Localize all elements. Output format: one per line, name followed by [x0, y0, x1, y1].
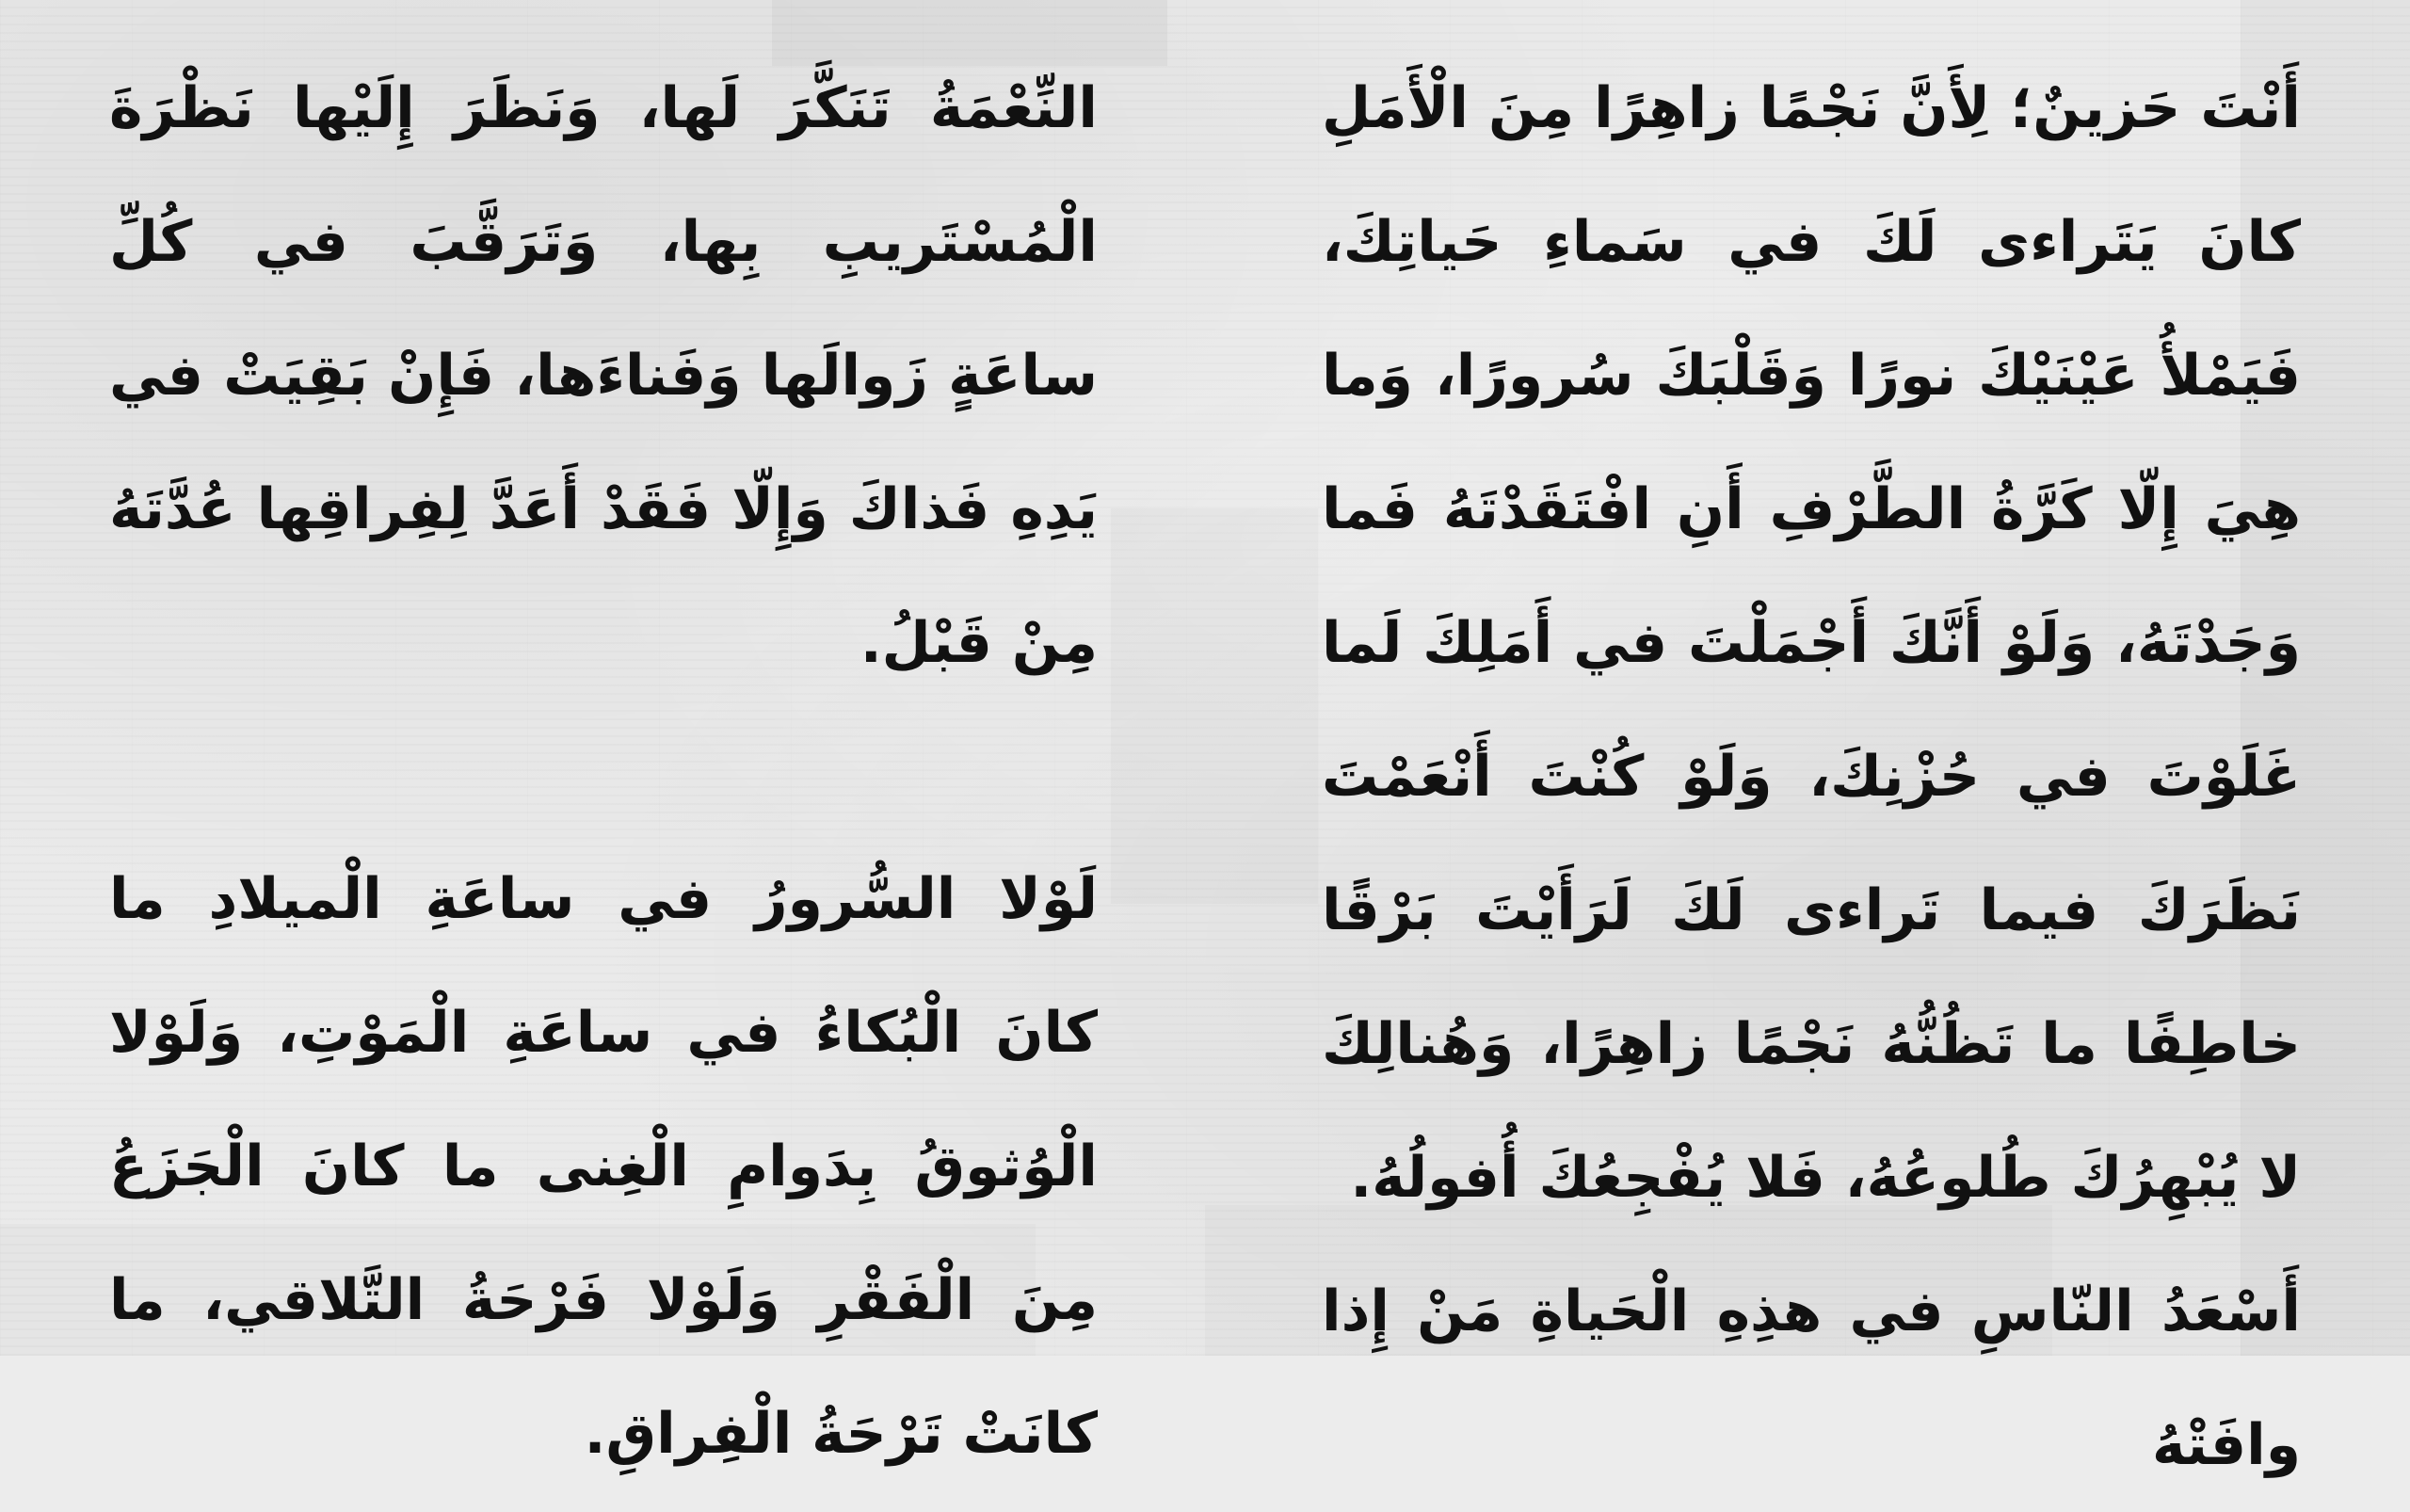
paragraph: أَسْعَدُ النّاسِ في هذِهِ الْحَياةِ مَنْ إِذا وافَتْهُ [1322, 1279, 2301, 1478]
left-text-column [109, 41, 1098, 1501]
paragraph: النِّعْمَةُ تَنَكَّرَ لَها، وَنَظَرَ إِلَيْها نَظْرَةَ الْمُسْتَريبِ بِها، وَتَرَقَّبَ في كُلِّ ساعَةٍ زَوالَها وَفَناءَها، فَإِنْ بَقِيَتْ في يَدِهِ فَذاكَ وَإِلّا فَقَدْ أَعَدَّ لِفِراقِها عُدَّتَهُ مِنْ قَبْلُ. [109, 75, 1098, 676]
background-print-block [1111, 508, 1318, 904]
paragraph: لَوْلا السُّرورُ في ساعَةِ الْميلادِ ما كانَ الْبُكاءُ في ساعَةِ الْمَوْتِ، وَلَوْلا الْوُثوقُ بِدَوامِ الْغِنى ما كانَ الْجَزَعُ مِنَ الْفَقْرِ وَلَوْلا فَرْحَةُ التَّلاقي، ما كانَتْ تَرْحَةُ الْفِراقِ. [109, 866, 1098, 1467]
right-text-column [1322, 41, 2301, 1512]
paragraph: أَنْتَ حَزينٌ؛ لِأَنَّ نَجْمًا زاهِرًا مِنَ الْأَمَلِ كانَ يَتَراءى لَكَ في سَماءِ حَياتِكَ، فَيَمْلأُ عَيْنَيْكَ نورًا وَقَلْبَكَ سُرورًا، وَما هِيَ إِلّا كَرَّةُ الطَّرْفِ أَنِ افْتَقَدْتَهُ فَما وَجَدْتَهُ، وَلَوْ أَنَّكَ أَجْمَلْتَ في أَمَلِكَ لَما غَلَوْتَ في حُزْنِكَ، وَلَوْ كُنْتَ أَنْعَمْتَ نَظَرَكَ فيما تَراءى لَكَ لَرَأَيْتَ بَرْقًا خاطِفًا ما تَظُنُّهُ نَجْمًا زاهِرًا، وَهُنالِكَ لا يُبْهِرُكَ طُلوعُهُ، فَلا يُفْجِعُكَ أُفولُهُ. [1322, 75, 2301, 1211]
